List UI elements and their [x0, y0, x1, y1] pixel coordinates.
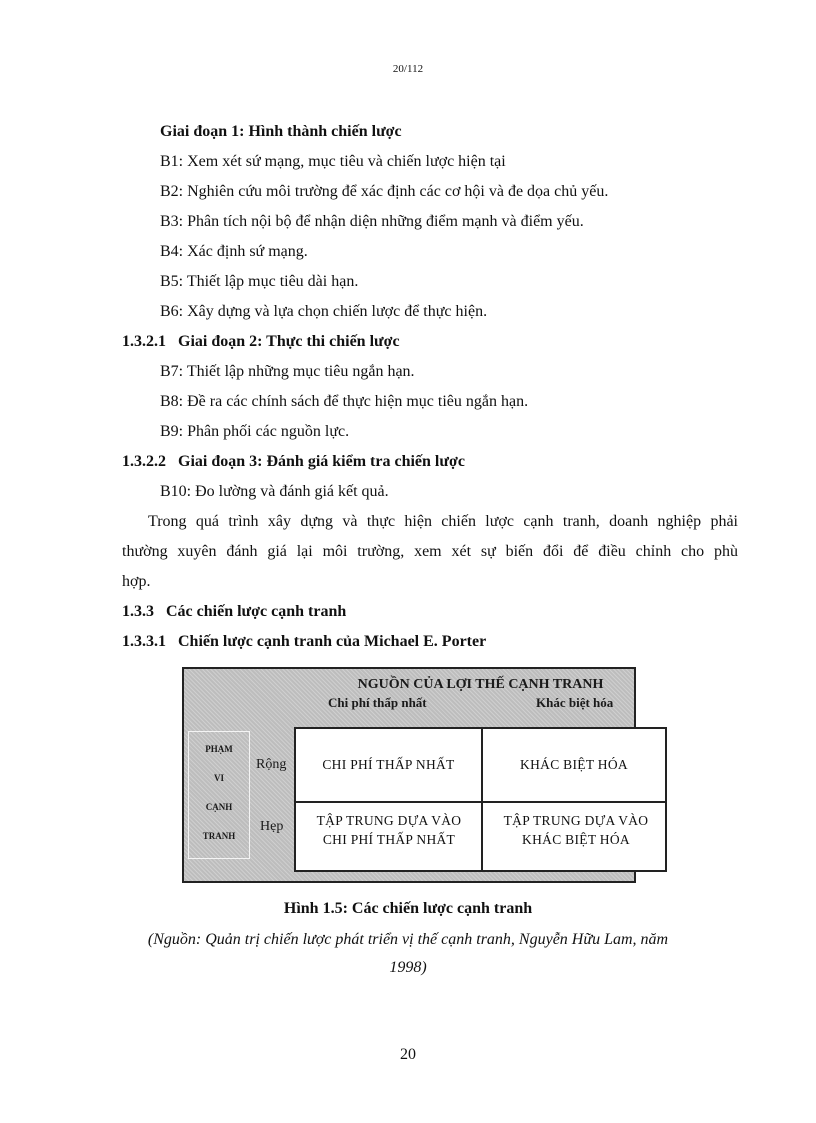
phase2-number: 1.3.2.1: [122, 333, 166, 350]
porter-strategy-diagram: [182, 667, 649, 883]
figure-source-line-2: 1998): [389, 959, 427, 976]
phase3-heading: [122, 452, 465, 472]
cell-cost-focus: TẬP TRUNG DỰA VÀO CHI PHÍ THẤP NHẤT: [316, 813, 462, 847]
row-label-narrow: Hẹp: [260, 819, 284, 834]
step-b8: B8: Đề ra các chính sách để thực hiện mục tiêu ngắn hạn.: [160, 393, 529, 410]
phase3-title: Giai đoạn 3: Đánh giá kiểm tra chiến lược: [178, 453, 465, 470]
step-b5: B5: Thiết lập mục tiêu dài hạn.: [160, 273, 359, 290]
cell-cost-leadership: CHI PHÍ THẤP NHẤT: [322, 757, 455, 772]
section-1-3-3-1-title: Chiến lược cạnh tranh của Michael E. Porter: [178, 633, 487, 650]
scope-word-1: PHẠM: [205, 744, 233, 754]
cell-differentiation: KHÁC BIỆT HÓA: [520, 757, 628, 772]
step-b7: B7: Thiết lập những mục tiêu ngắn hạn.: [160, 363, 415, 380]
scope-word-2: VI: [213, 773, 224, 783]
scope-word-4: TRANH: [202, 831, 236, 841]
section-1-3-3-title: Các chiến lược cạnh tranh: [166, 603, 347, 620]
matrix-horizontal-divider: [296, 801, 665, 803]
page-reference: 20/112: [392, 63, 424, 75]
step-b9: B9: Phân phối các nguồn lực.: [160, 423, 350, 440]
step-b4: B4: Xác định sứ mạng.: [160, 243, 308, 260]
column-label-low-cost: Chi phí thấp nhất: [328, 695, 427, 710]
step-b3: B3: Phân tích nội bộ để nhận diện những điểm mạnh và điểm yếu.: [160, 213, 584, 230]
page-number: 20: [400, 1046, 416, 1063]
section-1-3-3-number: 1.3.3: [122, 603, 154, 620]
phase2-heading: [122, 332, 400, 352]
step-b2: B2: Nghiên cứu môi trường để xác định các cơ hội và đe dọa chủ yếu.: [160, 183, 609, 200]
step-b10: B10: Đo lường và đánh giá kết quả.: [160, 483, 389, 500]
phase1-title: Giai đoạn 1: Hình thành chiến lược: [160, 123, 402, 140]
competitive-scope-box: [188, 731, 250, 859]
cell-differentiation-focus: TẬP TRUNG DỰA VÀO KHÁC BIỆT HÓA: [503, 813, 649, 847]
paragraph-line-2: thường xuyên đánh giá lại môi trường, xem xét sự biến đổi để điều chỉnh cho phù: [122, 543, 738, 560]
figure-caption: Hình 1.5: Các chiến lược cạnh tranh: [283, 900, 533, 917]
step-b6: B6: Xây dựng và lựa chọn chiến lược để thực hiện.: [160, 303, 488, 320]
section-1-3-3-heading: [122, 602, 346, 622]
section-1-3-3-1-number: 1.3.3.1: [122, 633, 166, 650]
strategy-matrix: [294, 727, 667, 872]
row-label-broad: Rộng: [256, 757, 287, 772]
paragraph-line-1: Trong quá trình xây dựng và thực hiện chiến lược cạnh tranh, doanh nghiệp phải: [148, 513, 738, 530]
column-label-differentiation: Khác biệt hóa: [536, 695, 614, 710]
phase2-title: Giai đoạn 2: Thực thi chiến lược: [178, 333, 400, 350]
diagram-source-title: NGUỒN CỦA LỢI THẾ CẠNH TRANH: [357, 677, 604, 692]
matrix-vertical-divider: [481, 729, 483, 870]
figure-source-line-1: (Nguồn: Quản trị chiến lược phát triển vị thế cạnh tranh, Nguyễn Hữu Lam, năm: [147, 931, 669, 948]
paragraph-line-3: hợp.: [122, 573, 151, 590]
step-b1: B1: Xem xét sứ mạng, mục tiêu và chiến lược hiện tại: [160, 153, 506, 170]
scope-word-3: CẠNH: [205, 802, 233, 812]
phase3-number: 1.3.2.2: [122, 453, 166, 470]
section-1-3-3-1-heading: [122, 632, 486, 652]
